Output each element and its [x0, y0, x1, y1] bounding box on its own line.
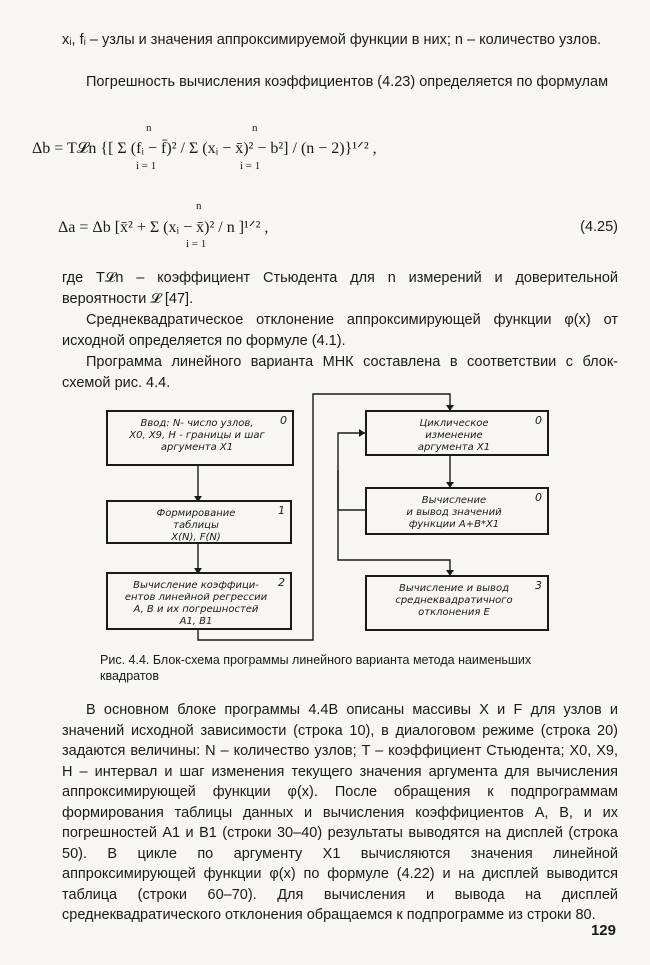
paragraph-main-block: В основном блоке программы 4.4В описаны массивы X и F для узлов и значений исходной зависимости (строка 10), в диалоговом режиме (строка 20) задаются величины: N – количество узлов; T – коэффициент Стьюдента; X0, X9, H – интервал и шаг изменения текущего значения аргумента для вычисления аппроксимирующей функции φ(x). После обращения к подпрограммам формирования таблицы данных и вычисления коэффициентов A, B, и их погрешностей A1 и B1 (строки 30–40) результаты выводятся на дисплей (строка 50). В цикле по аргументу X1 вычисляются значения линейной аппроксимирующей функции φ(x) по формуле (4.22) и на дисплей выводится таблица (строки 60–70). Для вычисления и вывода на дисплей среднеквадратического отклонения обращаемся к подпрограмме из строки 80.	[62, 702, 618, 923]
flow-block-label: Вычисление и вывод значений функции A+B*X1	[406, 495, 502, 530]
flow-block-coefficients	[106, 572, 292, 630]
sum-upper-limit: n	[252, 122, 258, 134]
flow-block-number: 1	[278, 504, 285, 517]
sum-lower-limit: i = 1	[136, 160, 157, 172]
flow-block-number: 3	[535, 579, 542, 592]
flow-block-label: Вычисление коэффици- ентов линейной регрессии A, B и их погрешностей A1, B1	[124, 580, 268, 627]
formula-delta-b-text: Δb = T𝓛n {[ Σ (fᵢ − f̄)² / Σ (xᵢ − x̄)² − b²] / (n − 2)}¹ᐟ² ,	[32, 140, 377, 157]
paragraph-student-coef: где T𝓛n – коэффициент Стьюдента для n измерений и доверительной вероятности 𝓛 [47].	[62, 270, 618, 307]
paragraph-nodes: xᵢ, fᵢ – узлы и значения аппроксимируемой функции в них; n – количество узлов.	[62, 32, 602, 48]
flow-block-function	[365, 487, 549, 535]
flow-block-label: Формирование таблицы X(N), F(N)	[156, 508, 236, 543]
paragraph-error-intro: Погрешность вычисления коэффициентов (4.23) определяется по формулам	[86, 74, 609, 90]
flow-block-input	[106, 410, 294, 466]
flow-block-number: 2	[278, 576, 285, 589]
flow-block-number: 0	[535, 491, 542, 504]
sum-lower-limit: i = 1	[240, 160, 261, 172]
figure-caption: Рис. 4.4. Блок-схема программы линейного варианта метода наименьших квадратов	[100, 653, 532, 683]
sum-upper-limit: n	[196, 200, 202, 212]
flow-block-label: Ввод: N- число узлов, X0, X9, H - границы и шаг аргумента X1	[129, 418, 265, 453]
flow-block-number: 0	[280, 414, 287, 427]
flow-block-loop	[365, 410, 549, 456]
flow-block-label: Вычисление и вывод среднеквадратичного отклонения E	[395, 583, 513, 618]
flow-block-rms	[365, 575, 549, 631]
page-number: 129	[590, 922, 616, 939]
equation-number: (4.25)	[580, 219, 618, 235]
formula-delta-a-text: Δa = Δb [x̄² + Σ (xᵢ − x̄)² / n ]¹ᐟ² ,	[58, 219, 269, 236]
flow-block-number: 0	[535, 414, 542, 427]
flow-block-label: Циклическое изменение аргумента X1	[417, 418, 491, 453]
paragraph-program: Программа линейного варианта МНК составлена в соответствии с блок-схемой рис. 4.4.	[62, 354, 618, 391]
flow-block-table	[106, 500, 292, 544]
paragraph-rms: Среднеквадратическое отклонение аппроксимирующей функции φ(x) от исходной определяется по формуле (4.1).	[62, 312, 618, 349]
sum-upper-limit: n	[146, 122, 152, 134]
sum-lower-limit: i = 1	[186, 238, 207, 250]
